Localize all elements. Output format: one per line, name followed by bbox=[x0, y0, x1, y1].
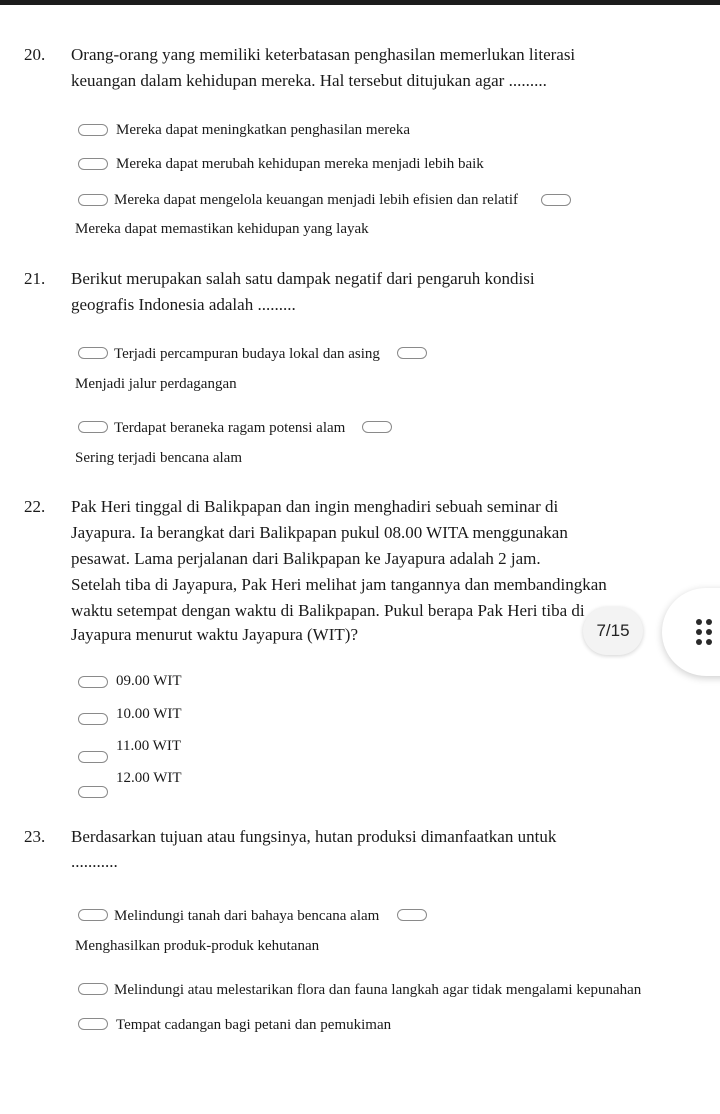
question-text-line: Jayapura menurut waktu Jayapura (WIT)? bbox=[71, 625, 358, 644]
question-text-line: pesawat. Lama perjalanan dari Balikpapan ke Jayapura adalah 2 jam. bbox=[71, 549, 541, 568]
answer-radio[interactable] bbox=[78, 676, 108, 688]
answer-radio[interactable] bbox=[78, 786, 108, 798]
answer-option-label: 09.00 WIT bbox=[116, 673, 182, 689]
answer-radio[interactable] bbox=[78, 751, 108, 763]
answer-radio[interactable] bbox=[78, 909, 108, 921]
question-text-line: Orang-orang yang memiliki keterbatasan penghasilan memerlukan literasi bbox=[71, 45, 576, 64]
drag-handle-icon[interactable] bbox=[696, 619, 716, 647]
answer-radio[interactable] bbox=[397, 909, 427, 921]
answer-option-label: Sering terjadi bencana alam bbox=[75, 450, 243, 466]
question-number: 21. bbox=[24, 269, 46, 288]
answer-radio[interactable] bbox=[78, 713, 108, 725]
question-text-line: Setelah tiba di Jayapura, Pak Heri melihat jam tangannya dan membandingkan bbox=[71, 575, 607, 594]
answer-option-label: 12.00 WIT bbox=[116, 770, 182, 786]
question-text-line: Pak Heri tinggal di Balikpapan dan ingin menghadiri sebuah seminar di bbox=[71, 497, 559, 516]
answer-option-label: 10.00 WIT bbox=[116, 706, 182, 722]
answer-radio[interactable] bbox=[397, 347, 427, 359]
answer-radio[interactable] bbox=[78, 1018, 108, 1030]
answer-option-label: Mereka dapat mengelola keuangan menjadi lebih efisien dan relatif bbox=[114, 192, 518, 208]
answer-option-label: Tempat cadangan bagi petani dan pemukiman bbox=[116, 1017, 392, 1033]
answer-option-label: Melindungi atau melestarikan flora dan fauna langkah agar tidak mengalami kepunahan bbox=[114, 982, 642, 998]
answer-radio[interactable] bbox=[78, 421, 108, 433]
answer-radio[interactable] bbox=[362, 421, 392, 433]
answer-radio[interactable] bbox=[78, 158, 108, 170]
answer-radio[interactable] bbox=[78, 983, 108, 995]
question-text-line: Berdasarkan tujuan atau fungsinya, hutan produksi dimanfaatkan untuk bbox=[71, 827, 557, 846]
answer-option-label: Mereka dapat merubah kehidupan mereka menjadi lebih baik bbox=[116, 156, 484, 172]
answer-option-label: Terdapat beraneka ragam potensi alam bbox=[114, 420, 346, 436]
answer-option-label: Menjadi jalur perdagangan bbox=[75, 376, 237, 392]
question-number: 22. bbox=[24, 497, 46, 516]
question-text-line: Jayapura. Ia berangkat dari Balikpapan pukul 08.00 WITA menggunakan bbox=[71, 523, 568, 542]
answer-radio[interactable] bbox=[78, 194, 108, 206]
question-text-line: Berikut merupakan salah satu dampak negatif dari pengaruh kondisi bbox=[71, 269, 535, 288]
question-text-line: geografis Indonesia adalah ......... bbox=[71, 295, 296, 314]
question-text-line: waktu setempat dengan waktu di Balikpapan. Pukul berapa Pak Heri tiba di bbox=[71, 601, 585, 620]
answer-radio[interactable] bbox=[78, 347, 108, 359]
question-text-line: keuangan dalam kehidupan mereka. Hal tersebut ditujukan agar ......... bbox=[71, 71, 547, 90]
question-number: 23. bbox=[24, 827, 46, 846]
answer-option-label: Mereka dapat memastikan kehidupan yang layak bbox=[75, 221, 369, 237]
top-bar bbox=[0, 0, 720, 5]
answer-option-label: Terjadi percampuran budaya lokal dan asing bbox=[114, 346, 380, 362]
page-counter: 7/15 bbox=[583, 607, 643, 655]
answer-option-label: Menghasilkan produk-produk kehutanan bbox=[75, 938, 320, 954]
answer-radio[interactable] bbox=[541, 194, 571, 206]
question-number: 20. bbox=[24, 45, 46, 64]
answer-option-label: Mereka dapat meningkatkan penghasilan mereka bbox=[116, 122, 411, 138]
question-text-line: ........... bbox=[71, 852, 118, 871]
answer-radio[interactable] bbox=[78, 124, 108, 136]
answer-option-label: Melindungi tanah dari bahaya bencana alam bbox=[114, 908, 380, 924]
answer-option-label: 11.00 WIT bbox=[116, 738, 181, 754]
